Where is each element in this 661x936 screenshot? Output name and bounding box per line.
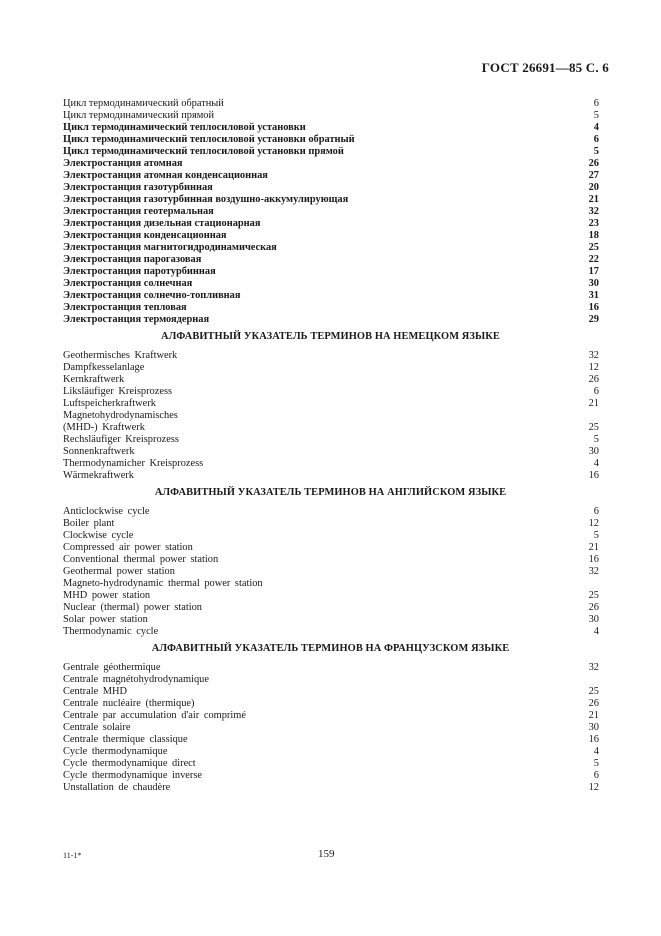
- index-entry: [63, 518, 599, 530]
- index-entry: [63, 566, 599, 578]
- index-entry: [63, 698, 599, 710]
- index-entry: [63, 170, 599, 182]
- index-entry: [63, 314, 599, 326]
- index-entry: [63, 422, 599, 434]
- index-entry: [63, 98, 599, 110]
- index-entry: [63, 602, 599, 614]
- entry-term: Электростанция атомная: [63, 158, 183, 169]
- english-term-list: [63, 506, 599, 638]
- entry-term: (MHD-) Kraftwerk: [63, 422, 145, 433]
- entry-page: 32: [588, 566, 599, 577]
- entry-term: Электростанция парогазовая: [63, 254, 202, 265]
- entry-page: 21: [588, 194, 599, 205]
- entry-term: MHD power station: [63, 590, 151, 601]
- entry-page: 12: [588, 782, 599, 793]
- french-section-title: АЛФАВИТНЫЙ УКАЗАТЕЛЬ ТЕРМИНОВ НА ФРАНЦУЗСКОМ ЯЗЫКЕ: [151, 643, 510, 654]
- entry-page: 21: [588, 710, 599, 721]
- entry-page: 16: [588, 470, 599, 481]
- entry-term: Электростанция солнечная: [63, 278, 193, 289]
- entry-page: 26: [588, 158, 599, 169]
- entry-term: Электростанция геотермальная: [63, 206, 214, 217]
- entry-term: Электростанция атомная конденсационная: [63, 170, 268, 181]
- german-term-list: [63, 350, 599, 482]
- entry-term: Электростанция газотурбинная: [63, 182, 213, 193]
- index-entry: [63, 662, 599, 674]
- index-entry: [63, 122, 599, 134]
- entry-page: 17: [588, 266, 599, 277]
- index-entry: [63, 266, 599, 278]
- entry-term: Magnetohydrodynamisches: [63, 410, 178, 421]
- entry-term: Электростанция конденсационная: [63, 230, 227, 241]
- entry-term: Centrale par accumulation d'air comprimé: [63, 710, 246, 721]
- entry-page: 31: [588, 290, 599, 301]
- entry-term: Luftspeicherkraftwerk: [63, 398, 156, 409]
- entry-term: Цикл термодинамический теплосиловой установки прямой: [63, 146, 344, 157]
- entry-page: 32: [588, 662, 599, 673]
- index-entry: [63, 758, 599, 770]
- index-entry: [63, 146, 599, 158]
- entry-page: 30: [588, 446, 599, 457]
- entry-page: 18: [588, 230, 599, 241]
- entry-page: 5: [593, 110, 599, 121]
- index-entry: [63, 674, 599, 686]
- entry-page: 30: [588, 722, 599, 733]
- entry-term: Cycle thermodynamique inverse: [63, 770, 203, 781]
- entry-term: Centrale thermique classique: [63, 734, 188, 745]
- entry-page: 16: [588, 554, 599, 565]
- entry-term: Электростанция газотурбинная воздушно-аккумулирующая: [63, 194, 349, 205]
- index-entry: [63, 626, 599, 638]
- index-entry: [63, 290, 599, 302]
- entry-term: Электростанция паротурбинная: [63, 266, 216, 277]
- index-entry: [63, 734, 599, 746]
- index-entry: [63, 578, 599, 590]
- index-entry: [63, 554, 599, 566]
- index-entry: [63, 686, 599, 698]
- index-entry: [63, 470, 599, 482]
- footer-page-number: 159: [318, 848, 335, 860]
- footer-mark: 11-1*: [63, 851, 82, 860]
- entry-term: Cycle thermodynamique: [63, 746, 168, 757]
- entry-page: 25: [588, 590, 599, 601]
- index-entry: [63, 242, 599, 254]
- index-entry: [63, 278, 599, 290]
- entry-term: Compressed air power station: [63, 542, 193, 553]
- index-entry: [63, 710, 599, 722]
- entry-term: Gentrale géothermique: [63, 662, 161, 673]
- index-entry: [63, 722, 599, 734]
- entry-page: 26: [588, 602, 599, 613]
- entry-page: 22: [588, 254, 599, 265]
- russian-term-list: [63, 98, 599, 326]
- index-entry: [63, 458, 599, 470]
- entry-page: 26: [588, 698, 599, 709]
- entry-term: Thermodynamicher Kreisprozess: [63, 458, 204, 469]
- entry-term: Электростанция солнечно-топливная: [63, 290, 241, 301]
- entry-page: 23: [588, 218, 599, 229]
- index-entry: [63, 230, 599, 242]
- page-header: ГОСТ 26691—85 С. 6: [481, 60, 609, 75]
- entry-term: Sonnenkraftwerk: [63, 446, 135, 457]
- english-section-title: АЛФАВИТНЫЙ УКАЗАТЕЛЬ ТЕРМИНОВ НА АНГЛИЙСКОМ ЯЗЫКЕ: [154, 487, 507, 498]
- entry-page: 21: [588, 542, 599, 553]
- entry-term: Цикл термодинамический прямой: [63, 110, 215, 121]
- entry-term: Цикл термодинамический теплосиловой установки: [63, 122, 306, 133]
- index-entry: [63, 614, 599, 626]
- index-entry: [63, 206, 599, 218]
- entry-page: 26: [588, 374, 599, 385]
- index-entry: [63, 350, 599, 362]
- entry-term: Magneto-hydrodynamic thermal power station: [63, 578, 263, 589]
- entry-term: Цикл термодинамический теплосиловой установки обратный: [63, 134, 355, 145]
- entry-page: 30: [588, 278, 599, 289]
- entry-page: 21: [588, 398, 599, 409]
- entry-page: 5: [593, 146, 599, 157]
- entry-term: Cycle thermodynamique direct: [63, 758, 196, 769]
- entry-term: Boiler plant: [63, 518, 115, 529]
- index-entry: [63, 746, 599, 758]
- entry-page: 5: [593, 434, 599, 445]
- index-entry: [63, 434, 599, 446]
- index-entry: [63, 254, 599, 266]
- entry-term: Nuclear (thermal) power station: [63, 602, 203, 613]
- entry-page: 25: [588, 686, 599, 697]
- index-entry: [63, 782, 599, 794]
- entry-page: 32: [588, 206, 599, 217]
- entry-term: Электростанция магнитогидродинамическая: [63, 242, 277, 253]
- entry-term: Rechsläufiger Kreisprozess: [63, 434, 179, 445]
- index-entry: [63, 182, 599, 194]
- entry-page: 5: [593, 530, 599, 541]
- entry-page: 12: [588, 362, 599, 373]
- index-entry: [63, 134, 599, 146]
- entry-page: 4: [593, 458, 599, 469]
- entry-page: 25: [588, 422, 599, 433]
- index-entry: [63, 218, 599, 230]
- index-entry: [63, 506, 599, 518]
- entry-term: Centrale MHD: [63, 686, 128, 697]
- entry-term: Solar power station: [63, 614, 148, 625]
- index-entry: [63, 374, 599, 386]
- entry-term: Dampfkesselanlage: [63, 362, 145, 373]
- entry-term: Kernkraftwerk: [63, 374, 125, 385]
- index-entry: [63, 530, 599, 542]
- entry-term: Clockwise cycle: [63, 530, 134, 541]
- entry-page: 12: [588, 518, 599, 529]
- entry-term: Anticlockwise cycle: [63, 506, 150, 517]
- entry-page: 27: [588, 170, 599, 181]
- entry-page: 30: [588, 614, 599, 625]
- index-entry: [63, 542, 599, 554]
- entry-term: Geothermisches Kraftwerk: [63, 350, 178, 361]
- entry-term: Centrale solaire: [63, 722, 131, 733]
- entry-page: 6: [593, 98, 599, 109]
- german-section-title: АЛФАВИТНЫЙ УКАЗАТЕЛЬ ТЕРМИНОВ НА НЕМЕЦКОМ ЯЗЫКЕ: [161, 331, 500, 342]
- entry-term: Geothermal power station: [63, 566, 175, 577]
- entry-term: Thermodynamic cycle: [63, 626, 159, 637]
- entry-page: 6: [593, 386, 599, 397]
- index-entry: [63, 590, 599, 602]
- index-entry: [63, 362, 599, 374]
- index-entry: [63, 110, 599, 122]
- entry-page: 6: [593, 506, 599, 517]
- entry-page: 16: [588, 302, 599, 313]
- french-term-list: [63, 662, 599, 794]
- entry-term: Conventional thermal power station: [63, 554, 219, 565]
- index-entry: [63, 302, 599, 314]
- entry-page: 20: [588, 182, 599, 193]
- entry-page: 32: [588, 350, 599, 361]
- entry-term: Электростанция термоядерная: [63, 314, 210, 325]
- index-entry: [63, 770, 599, 782]
- entry-page: 25: [588, 242, 599, 253]
- entry-page: 4: [593, 122, 599, 133]
- entry-page: 4: [593, 626, 599, 637]
- index-entry: [63, 398, 599, 410]
- entry-term: Liksläufiger Kreisprozess: [63, 386, 173, 397]
- entry-term: Centrale magnétohydrodynamique: [63, 674, 209, 685]
- entry-page: 6: [593, 134, 599, 145]
- index-entry: [63, 158, 599, 170]
- index-entry: [63, 410, 599, 422]
- entry-page: 16: [588, 734, 599, 745]
- entry-term: Электростанция тепловая: [63, 302, 187, 313]
- entry-term: Электростанция дизельная стационарная: [63, 218, 261, 229]
- entry-page: 4: [593, 746, 599, 757]
- entry-term: Unstallation de chaudère: [63, 782, 171, 793]
- entry-term: Цикл термодинамический обратный: [63, 98, 224, 109]
- entry-page: 6: [593, 770, 599, 781]
- entry-term: Wärmekraftwerk: [63, 470, 134, 481]
- index-entry: [63, 446, 599, 458]
- index-entry: [63, 386, 599, 398]
- index-entry: [63, 194, 599, 206]
- entry-term: Centrale nucléaire (thermique): [63, 698, 195, 709]
- entry-page: 5: [593, 758, 599, 769]
- entry-page: 29: [588, 314, 599, 325]
